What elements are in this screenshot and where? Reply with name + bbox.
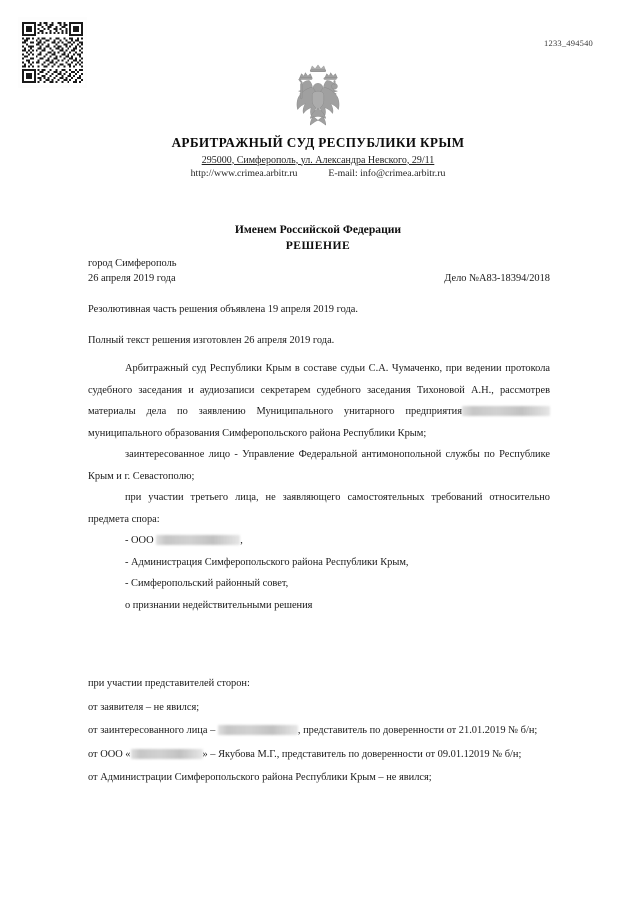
ooo-rep-suffix: » – Якубова М.Г., представитель по доверенности от 09.01.12019 № б/н; [202, 748, 522, 760]
administration-representative: от Администрации Симферопольского района Республики Крым – не явился; [88, 772, 432, 783]
court-website[interactable]: http://www.crimea.arbitr.ru [190, 167, 298, 179]
full-text-made-line: Полный текст решения изготовлен 26 апреля 2019 года. [88, 335, 335, 346]
ooo-rep-prefix: от ООО « [88, 748, 131, 760]
decision-meta [88, 256, 550, 286]
decision-body [88, 358, 550, 616]
redacted-ooo-name-1 [156, 535, 240, 545]
decision-title-block [0, 222, 636, 253]
announcement-block [88, 302, 550, 364]
court-name: АРБИТРАЖНЫЙ СУД РЕСПУБЛИКИ КРЫМ [171, 135, 465, 150]
interested-party-paragraph: заинтересованное лицо - Управление Федеральной антимонопольной службы по Республике Крым и г. Севастополю; [88, 449, 550, 482]
ooo-representative [88, 743, 550, 767]
resolution-announced-line: Резолютивная часть решения объявлена 19 апреля 2019 года. [88, 304, 358, 315]
interested-party-representative [88, 719, 550, 743]
city-label: город Симферополь [88, 258, 177, 269]
redacted-ooo-name-2 [131, 749, 203, 759]
court-contacts [0, 168, 636, 181]
case-number: Дело №А83-18394/2018 [444, 273, 550, 284]
decision-heading: РЕШЕНИЕ [285, 238, 351, 252]
redacted-interested-rep-name [218, 725, 298, 735]
coat-of-arms-icon [287, 62, 349, 130]
court-header [0, 135, 636, 180]
date-case-row [88, 271, 550, 286]
interested-rep-prefix: от заинтересованного лица – [88, 725, 216, 736]
in-the-name-of-line: Именем Российской Федерации [234, 223, 402, 236]
third-party-intro-paragraph: при участии третьего лица, не заявляющего самостоятельных требований относительно предмета спора: [88, 492, 550, 525]
third-party-item-3: - Симферопольский районный совет, [125, 578, 289, 589]
court-composition-text-cont: муниципального образования Симферопольского района Республики Крым; [88, 427, 427, 439]
interested-rep-suffix: , представитель по доверенности от 21.01.2019 № б/н; [297, 725, 538, 736]
redacted-enterprise-name [462, 406, 550, 416]
court-address: 295000, Симферополь, ул. Александра Невского, 29/11 [201, 154, 435, 166]
applicant-representative: от заявителя – не явился; [88, 701, 200, 713]
court-composition-paragraph [88, 358, 550, 444]
court-composition-text: Арбитражный суд Республики Крым в составе судьи С.А. Чумаченко, при ведении протокола судебного заседания и аудиозаписи секретарем судебного заседания Тихоновой А.Н., рассмотрев материалы дела по заявлению Муниципального унитарного предприятия [88, 363, 550, 417]
subject-of-claim: о признании недействительными решения [125, 599, 313, 611]
decision-date: 26 апреля 2019 года [88, 273, 176, 284]
qr-code-icon [18, 17, 87, 88]
representatives-block [88, 672, 550, 790]
third-party-item-2: - Администрация Симферопольского района Республики Крым, [125, 556, 409, 568]
third-party-1-suffix: , [240, 535, 243, 546]
representatives-heading: при участии представителей сторон: [88, 678, 250, 689]
third-party-1-prefix: - ООО [125, 535, 154, 546]
third-party-item-1 [88, 530, 550, 552]
city-row [88, 256, 550, 271]
court-email[interactable]: E-mail: info@crimea.arbitr.ru [328, 167, 446, 179]
document-number: 1233_494540 [544, 38, 593, 48]
